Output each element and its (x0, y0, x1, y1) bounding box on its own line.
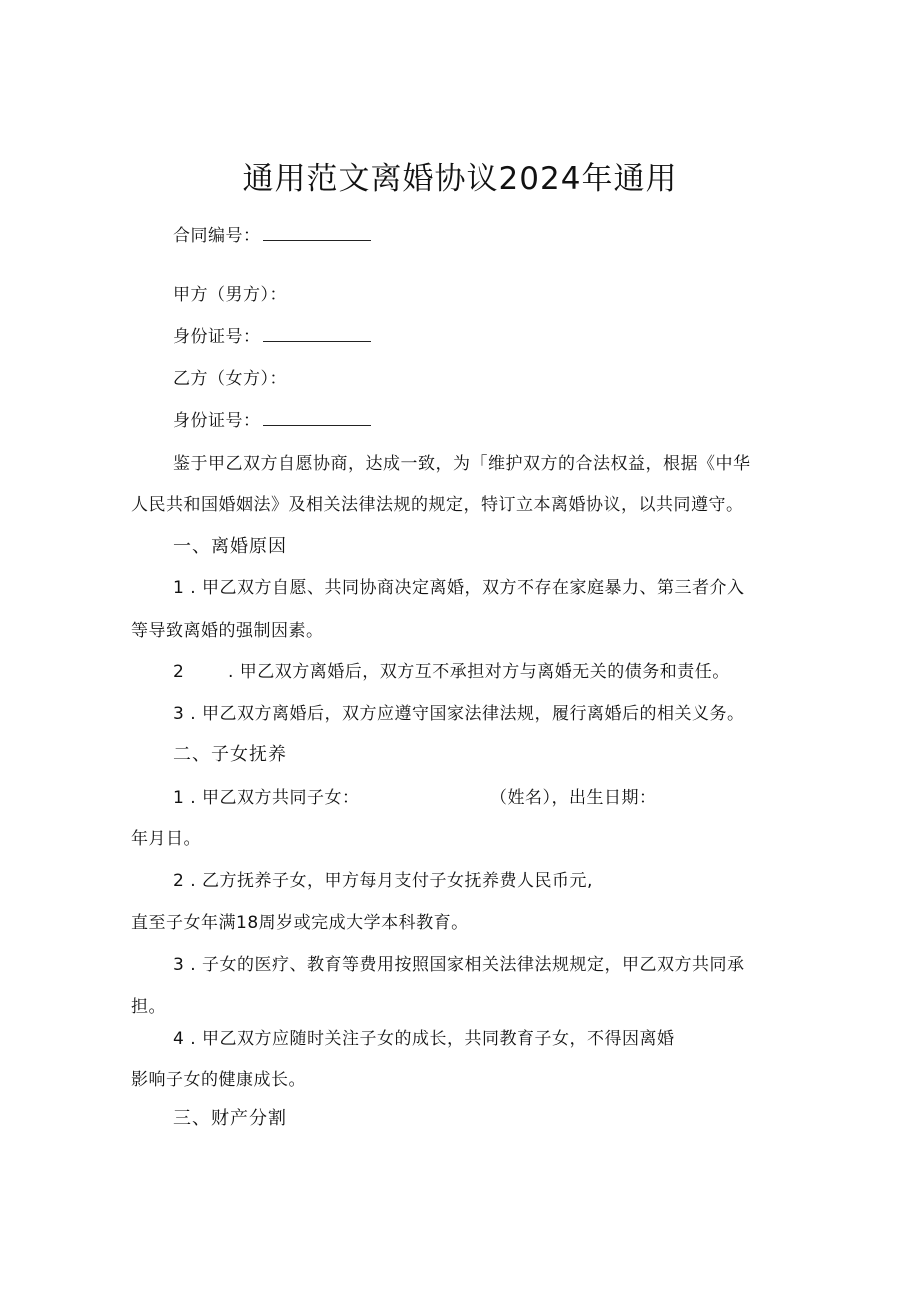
contract-number-label: 合同编号： (173, 226, 261, 246)
party-b-id-row (173, 409, 371, 433)
party-b-id-blank (263, 409, 371, 426)
preamble-line-2: 人民共和国婚姻法》及相关法律法规的规定，特订立本离婚协议，以共同遵守。 (131, 495, 744, 515)
party-a-id-label: 身份证号： (173, 327, 261, 347)
section-2-heading: 二、子女抚养 (173, 744, 287, 765)
section-2-item-3-line-1: 3 . 子女的医疗、教育等费用按照国家相关法律法规规定，甲乙双方共同承 (173, 955, 745, 975)
section-2-item-4-line-2: 影响子女的健康成长。 (131, 1070, 306, 1090)
contract-number-blank (263, 224, 371, 241)
party-a-id-row (173, 325, 371, 349)
document-title: 通用范文离婚协议2024年通用 (242, 161, 678, 197)
section-1-heading: 一、离婚原因 (173, 536, 287, 557)
party-a-label: 甲方（男方）： (173, 285, 287, 305)
section-1-item-3: 3 . 甲乙双方离婚后，双方应遵守国家法律法规，履行离婚后的相关义务。 (173, 704, 745, 724)
party-b-id-label: 身份证号： (173, 411, 261, 431)
preamble-line-1: 鉴于甲乙双方自愿协商，达成一致，为「维护双方的合法权益，根据《中华 (173, 454, 751, 474)
section-2-item-1-line-1b: （姓名），出生日期： (490, 788, 657, 808)
contract-number-row (173, 224, 371, 248)
section-2-item-2-line-2: 直至子女年满18周岁或完成大学本科教育。 (131, 913, 469, 933)
party-a-id-blank (263, 325, 371, 342)
section-2-item-2-line-1: 2 . 乙方抚养子女，甲方每月支付子女抚养费人民币元, (173, 871, 593, 891)
section-1-item-2-text: . 甲乙双方离婚后，双方互不承担对方与离婚无关的债务和责任。 (228, 662, 730, 682)
section-2-item-4-line-1: 4 . 甲乙双方应随时关注子女的成长，共同教育子女，不得因离婚 (173, 1029, 675, 1049)
party-b-label: 乙方（女方）： (173, 369, 287, 389)
section-1-item-1-line-1: 1 . 甲乙双方自愿、共同协商决定离婚，双方不存在家庭暴力、第三者介入 (173, 578, 745, 598)
section-1-item-2-number: 2 (173, 662, 185, 682)
section-1-item-1-line-2: 等导致离婚的强制因素。 (131, 621, 324, 641)
section-2-item-1-line-2: 年月日。 (131, 829, 201, 849)
section-2-item-1-line-1a: 1 . 甲乙双方共同子女： (173, 788, 360, 808)
section-2-item-3-line-2: 担。 (131, 997, 166, 1017)
section-3-heading: 三、财产分割 (173, 1108, 287, 1129)
